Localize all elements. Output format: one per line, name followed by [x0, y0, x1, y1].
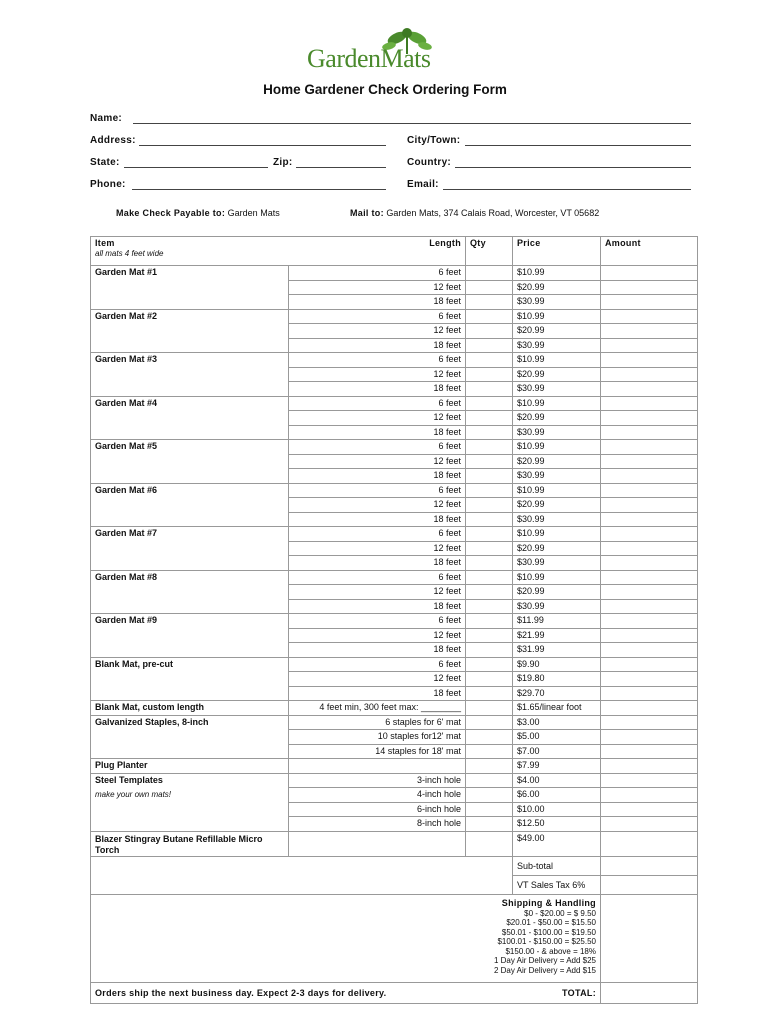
price-cell: $21.99	[513, 628, 601, 643]
price-cell: $19.80	[513, 672, 601, 687]
length-cell	[289, 831, 466, 856]
amount-input[interactable]	[601, 266, 698, 281]
table-row	[91, 657, 698, 672]
qty-input[interactable]	[466, 643, 513, 658]
price-cell: $20.99	[513, 280, 601, 295]
price-cell: $20.99	[513, 324, 601, 339]
price-cell: $7.00	[513, 744, 601, 759]
qty-input[interactable]	[466, 353, 513, 368]
item-name: Steel Templates	[91, 773, 289, 788]
qty-input[interactable]	[466, 802, 513, 817]
item-blank	[91, 454, 289, 469]
price-cell: $6.00	[513, 788, 601, 803]
table-header	[91, 237, 698, 266]
header-length: Length	[289, 237, 466, 266]
table-row	[91, 440, 698, 455]
item-blank	[91, 295, 289, 310]
table-row	[91, 585, 698, 600]
table-row	[91, 353, 698, 368]
length-cell: 18 feet	[289, 382, 466, 397]
price-cell: $30.99	[513, 556, 601, 571]
email-label: Email:	[407, 179, 439, 190]
qty-input[interactable]	[466, 382, 513, 397]
price-cell: $10.99	[513, 440, 601, 455]
item-blank	[91, 672, 289, 687]
table-row	[91, 382, 698, 397]
shipping-rate: $20.01 - $50.00 = $15.50	[506, 918, 596, 928]
length-cell: 6 feet	[289, 570, 466, 585]
amount-input[interactable]	[601, 643, 698, 658]
header-price: Price	[513, 237, 601, 266]
item-blank	[91, 643, 289, 658]
table-row	[91, 614, 698, 629]
shipping-rate: $0 - $20.00 = $ 9.50	[524, 908, 596, 918]
qty-input[interactable]	[466, 556, 513, 571]
shipping-amount[interactable]	[601, 894, 698, 982]
length-cell: 18 feet	[289, 686, 466, 701]
length-cell: 6 feet	[289, 396, 466, 411]
qty-input[interactable]	[466, 831, 513, 856]
length-cell: 6 feet	[289, 527, 466, 542]
price-cell: $20.99	[513, 498, 601, 513]
table-row	[91, 628, 698, 643]
mail-value: Garden Mats, 374 Calais Road, Worcester, VT 05682	[386, 208, 600, 218]
price-cell: $20.99	[513, 367, 601, 382]
qty-input[interactable]	[466, 280, 513, 295]
qty-input[interactable]	[466, 541, 513, 556]
amount-input[interactable]	[601, 469, 698, 484]
total-amount[interactable]	[601, 982, 698, 1003]
table-row	[91, 715, 698, 730]
table-row	[91, 411, 698, 426]
amount-input[interactable]	[601, 454, 698, 469]
price-cell: $5.00	[513, 730, 601, 745]
item-name: Blank Mat, pre-cut	[91, 657, 289, 672]
price-cell: $11.99	[513, 614, 601, 629]
order-table-body	[91, 237, 698, 1004]
table-row	[91, 556, 698, 571]
amount-input[interactable]	[601, 744, 698, 759]
amount-input[interactable]	[601, 657, 698, 672]
qty-input[interactable]	[466, 266, 513, 281]
logo	[305, 28, 465, 72]
logo-text: GardenMats	[307, 44, 431, 73]
amount-input[interactable]	[601, 527, 698, 542]
footer-note-cell	[91, 982, 601, 1003]
length-cell: 18 feet	[289, 512, 466, 527]
length-cell: 18 feet	[289, 469, 466, 484]
price-cell: $12.50	[513, 817, 601, 832]
qty-input[interactable]	[466, 498, 513, 513]
item-blank	[91, 425, 289, 440]
qty-input[interactable]	[466, 309, 513, 324]
price-cell: $20.99	[513, 541, 601, 556]
table-row	[91, 483, 698, 498]
length-cell: 10 staples for12' mat	[289, 730, 466, 745]
amount-input[interactable]	[601, 802, 698, 817]
item-blank	[91, 686, 289, 701]
payable-value: Garden Mats	[227, 208, 280, 218]
length-cell: 18 feet	[289, 425, 466, 440]
amount-input[interactable]	[601, 817, 698, 832]
length-cell: 12 feet	[289, 411, 466, 426]
amount-input[interactable]	[601, 353, 698, 368]
qty-input[interactable]	[466, 788, 513, 803]
tax-amount[interactable]	[601, 875, 698, 894]
item-blank	[91, 541, 289, 556]
amount-input[interactable]	[601, 701, 698, 716]
item-blank	[91, 730, 289, 745]
shipping-title: Shipping & Handling	[501, 897, 596, 908]
header-item-note: all mats 4 feet wide	[95, 249, 164, 258]
item-name: Garden Mat #5	[91, 440, 289, 455]
table-row	[91, 454, 698, 469]
item-name: Blank Mat, custom length	[91, 701, 289, 716]
amount-input[interactable]	[601, 715, 698, 730]
shipping-rate: $150.00 - & above = 18%	[505, 946, 596, 956]
total-label: TOTAL:	[562, 987, 596, 998]
table-row	[91, 802, 698, 817]
qty-input[interactable]	[466, 614, 513, 629]
table-row	[91, 831, 698, 856]
qty-input[interactable]	[466, 701, 513, 716]
length-cell: 6-inch hole	[289, 802, 466, 817]
header-item	[91, 237, 289, 266]
qty-input[interactable]	[466, 628, 513, 643]
tax-row	[91, 875, 698, 894]
table-row	[91, 266, 698, 281]
amount-input[interactable]	[601, 367, 698, 382]
amount-input[interactable]	[601, 411, 698, 426]
country-label: Country:	[407, 157, 452, 168]
qty-input[interactable]	[466, 425, 513, 440]
item-blank	[91, 324, 289, 339]
amount-input[interactable]	[601, 556, 698, 571]
name-field[interactable]	[133, 123, 691, 124]
amount-input[interactable]	[601, 628, 698, 643]
table-row	[91, 425, 698, 440]
item-blank	[91, 338, 289, 353]
table-row	[91, 643, 698, 658]
price-cell: $10.99	[513, 527, 601, 542]
address-label: Address:	[90, 135, 136, 146]
price-cell: $20.99	[513, 411, 601, 426]
state-field[interactable]	[124, 167, 268, 168]
table-row	[91, 686, 698, 701]
item-blank	[91, 817, 289, 832]
state-label: State:	[90, 157, 120, 168]
price-cell: $4.00	[513, 773, 601, 788]
amount-input[interactable]	[601, 831, 698, 856]
qty-input[interactable]	[466, 730, 513, 745]
shipping-info	[91, 894, 601, 982]
amount-input[interactable]	[601, 541, 698, 556]
length-cell: 4 feet min, 300 feet max: ________	[289, 701, 466, 716]
length-cell: 4-inch hole	[289, 788, 466, 803]
item-name: Garden Mat #7	[91, 527, 289, 542]
table-row	[91, 599, 698, 614]
country-field[interactable]	[455, 167, 691, 168]
amount-input[interactable]	[601, 570, 698, 585]
price-cell: $30.99	[513, 469, 601, 484]
qty-input[interactable]	[466, 338, 513, 353]
item-blank	[91, 469, 289, 484]
qty-input[interactable]	[466, 570, 513, 585]
qty-input[interactable]	[466, 817, 513, 832]
item-name: Blazer Stingray Butane Refillable Micro Torch	[91, 831, 289, 856]
length-cell: 12 feet	[289, 324, 466, 339]
table-row	[91, 672, 698, 687]
price-cell: $30.99	[513, 338, 601, 353]
amount-input[interactable]	[601, 280, 698, 295]
qty-input[interactable]	[466, 599, 513, 614]
qty-input[interactable]	[466, 512, 513, 527]
price-cell: $3.00	[513, 715, 601, 730]
item-name: Garden Mat #6	[91, 483, 289, 498]
qty-input[interactable]	[466, 295, 513, 310]
price-cell: $1.65/linear foot	[513, 701, 601, 716]
table-row	[91, 498, 698, 513]
length-cell: 3-inch hole	[289, 773, 466, 788]
qty-input[interactable]	[466, 454, 513, 469]
amount-input[interactable]	[601, 599, 698, 614]
qty-input[interactable]	[466, 367, 513, 382]
length-cell: 12 feet	[289, 280, 466, 295]
order-table	[90, 236, 698, 1004]
item-name: Plug Planter	[91, 759, 289, 774]
length-cell: 12 feet	[289, 454, 466, 469]
item-blank	[91, 556, 289, 571]
amount-input[interactable]	[601, 498, 698, 513]
table-row	[91, 309, 698, 324]
table-row	[91, 773, 698, 788]
length-cell: 18 feet	[289, 556, 466, 571]
length-cell: 6 feet	[289, 266, 466, 281]
length-cell: 18 feet	[289, 599, 466, 614]
item-name: Garden Mat #9	[91, 614, 289, 629]
zip-field[interactable]	[296, 167, 386, 168]
length-cell: 12 feet	[289, 672, 466, 687]
amount-input[interactable]	[601, 295, 698, 310]
item-name: Galvanized Staples, 8-inch	[91, 715, 289, 730]
price-cell: $10.00	[513, 802, 601, 817]
shipping-rate: 2 Day Air Delivery = Add $15	[493, 966, 596, 976]
item-blank	[91, 280, 289, 295]
phone-field[interactable]	[132, 189, 386, 190]
item-blank	[91, 802, 289, 817]
amount-input[interactable]	[601, 440, 698, 455]
amount-input[interactable]	[601, 382, 698, 397]
price-cell: $29.70	[513, 686, 601, 701]
header-amount: Amount	[601, 237, 698, 266]
length-cell: 18 feet	[289, 643, 466, 658]
item-blank	[91, 628, 289, 643]
table-row	[91, 788, 698, 803]
shipping-rate: $50.01 - $100.00 = $19.50	[501, 927, 596, 937]
item-name: Garden Mat #4	[91, 396, 289, 411]
price-cell: $30.99	[513, 382, 601, 397]
table-row	[91, 324, 698, 339]
amount-input[interactable]	[601, 759, 698, 774]
length-cell: 12 feet	[289, 498, 466, 513]
payable-label: Make Check Payable to:	[116, 208, 226, 218]
table-row	[91, 396, 698, 411]
price-cell: $30.99	[513, 599, 601, 614]
shipping-rate: $100.01 - $150.00 = $25.50	[497, 937, 596, 947]
price-cell: $30.99	[513, 295, 601, 310]
length-cell: 6 feet	[289, 309, 466, 324]
shipping-rate: 1 Day Air Delivery = Add $25	[493, 956, 596, 966]
item-name: Garden Mat #3	[91, 353, 289, 368]
amount-input[interactable]	[601, 425, 698, 440]
amount-input[interactable]	[601, 512, 698, 527]
item-name: Garden Mat #1	[91, 266, 289, 281]
price-cell: $20.99	[513, 454, 601, 469]
price-cell: $30.99	[513, 512, 601, 527]
price-cell: $49.00	[513, 831, 601, 856]
item-name: Garden Mat #2	[91, 309, 289, 324]
item-name: Garden Mat #8	[91, 570, 289, 585]
qty-input[interactable]	[466, 759, 513, 774]
price-cell: $20.99	[513, 585, 601, 600]
table-row	[91, 759, 698, 774]
phone-label: Phone:	[90, 179, 126, 190]
spacer	[91, 856, 513, 875]
item-blank	[91, 367, 289, 382]
item-blank	[91, 585, 289, 600]
table-row	[91, 744, 698, 759]
page-title: Home Gardener Check Ordering Form	[263, 82, 507, 97]
item-blank	[91, 411, 289, 426]
item-blank	[91, 498, 289, 513]
qty-input[interactable]	[466, 686, 513, 701]
length-cell: 12 feet	[289, 367, 466, 382]
length-cell: 6 feet	[289, 657, 466, 672]
price-cell: $7.99	[513, 759, 601, 774]
mail-info	[350, 208, 599, 218]
qty-input[interactable]	[466, 324, 513, 339]
amount-input[interactable]	[601, 324, 698, 339]
price-cell: $9.90	[513, 657, 601, 672]
amount-input[interactable]	[601, 672, 698, 687]
table-row	[91, 338, 698, 353]
qty-input[interactable]	[466, 469, 513, 484]
payable-info	[116, 208, 280, 218]
table-row	[91, 730, 698, 745]
length-cell: 6 feet	[289, 483, 466, 498]
qty-input[interactable]	[466, 715, 513, 730]
table-row	[91, 512, 698, 527]
length-cell: 6 feet	[289, 440, 466, 455]
header-qty: Qty	[466, 237, 513, 266]
item-note: make your own mats!	[91, 788, 289, 803]
subtotal-row	[91, 856, 698, 875]
delivery-note: Orders ship the next business day. Expect 2-3 days for delivery.	[95, 987, 387, 998]
length-cell: 6 feet	[289, 614, 466, 629]
qty-input[interactable]	[466, 440, 513, 455]
qty-input[interactable]	[466, 483, 513, 498]
amount-input[interactable]	[601, 730, 698, 745]
table-row	[91, 295, 698, 310]
length-cell: 18 feet	[289, 338, 466, 353]
qty-input[interactable]	[466, 657, 513, 672]
city-label: City/Town:	[407, 135, 461, 146]
price-cell: $30.99	[513, 425, 601, 440]
price-cell: $10.99	[513, 353, 601, 368]
table-row	[91, 527, 698, 542]
length-cell: 18 feet	[289, 295, 466, 310]
qty-input[interactable]	[466, 527, 513, 542]
amount-input[interactable]	[601, 686, 698, 701]
length-cell: 6 staples for 6' mat	[289, 715, 466, 730]
spacer	[91, 875, 513, 894]
email-field[interactable]	[443, 189, 691, 190]
item-blank	[91, 744, 289, 759]
price-cell: $10.99	[513, 570, 601, 585]
price-cell: $10.99	[513, 396, 601, 411]
table-row	[91, 541, 698, 556]
amount-input[interactable]	[601, 614, 698, 629]
qty-input[interactable]	[466, 744, 513, 759]
amount-input[interactable]	[601, 773, 698, 788]
item-blank	[91, 382, 289, 397]
table-row	[91, 701, 698, 716]
price-cell: $10.99	[513, 483, 601, 498]
length-cell: 12 feet	[289, 585, 466, 600]
amount-input[interactable]	[601, 338, 698, 353]
mail-label: Mail to:	[350, 208, 384, 218]
shipping-row	[91, 894, 698, 982]
header-item-label: Item	[95, 238, 115, 248]
price-cell: $31.99	[513, 643, 601, 658]
length-cell: 8-inch hole	[289, 817, 466, 832]
item-blank	[91, 512, 289, 527]
amount-input[interactable]	[601, 396, 698, 411]
qty-input[interactable]	[466, 396, 513, 411]
tax-label: VT Sales Tax 6%	[513, 875, 601, 894]
subtotal-label: Sub-total	[513, 856, 601, 875]
total-row	[91, 982, 698, 1003]
qty-input[interactable]	[466, 773, 513, 788]
table-row	[91, 367, 698, 382]
qty-input[interactable]	[466, 411, 513, 426]
item-blank	[91, 599, 289, 614]
table-row	[91, 570, 698, 585]
price-cell: $10.99	[513, 309, 601, 324]
name-label: Name:	[90, 113, 123, 124]
subtotal-amount[interactable]	[601, 856, 698, 875]
table-row	[91, 469, 698, 484]
amount-input[interactable]	[601, 585, 698, 600]
qty-input[interactable]	[466, 672, 513, 687]
table-row	[91, 280, 698, 295]
zip-label: Zip:	[273, 157, 293, 168]
length-cell: 12 feet	[289, 541, 466, 556]
price-cell: $10.99	[513, 266, 601, 281]
amount-input[interactable]	[601, 483, 698, 498]
length-cell	[289, 759, 466, 774]
length-cell: 14 staples for 18' mat	[289, 744, 466, 759]
table-row	[91, 817, 698, 832]
city-field[interactable]	[465, 145, 691, 146]
qty-input[interactable]	[466, 585, 513, 600]
length-cell: 6 feet	[289, 353, 466, 368]
address-field[interactable]	[139, 145, 386, 146]
amount-input[interactable]	[601, 788, 698, 803]
amount-input[interactable]	[601, 309, 698, 324]
length-cell: 12 feet	[289, 628, 466, 643]
